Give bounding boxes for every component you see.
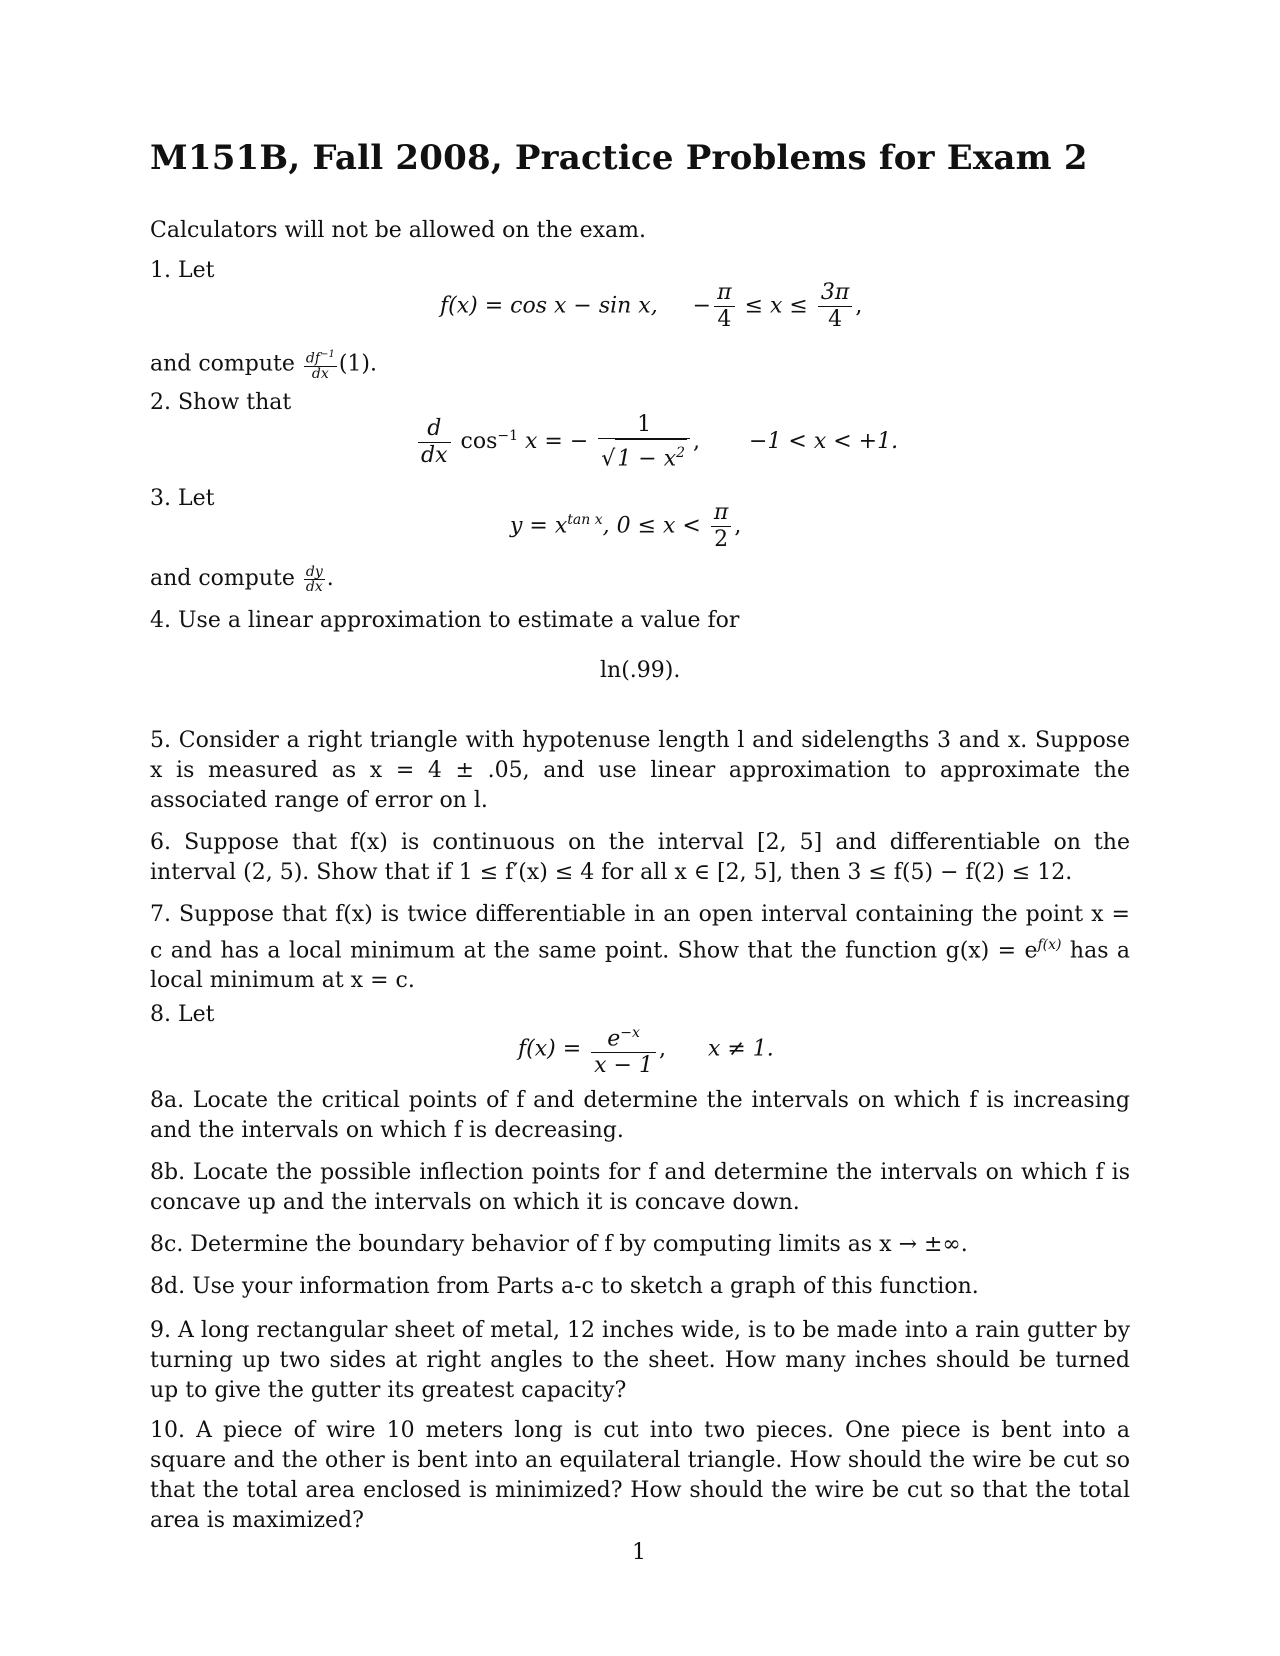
problem-5: 5. Consider a right triangle with hypotenuse length l and sidelengths 3 and x. Suppose x is measured as x = 4 ± .05, and use linear approximation to approximate the associated range of error on l.: [150, 728, 1130, 813]
problem-7: 7. Suppose that f(x) is twice differentiable in an open interval containing the point x = c and has a local minimum at the same point. Show that the function $g(x) = e^{f(x)}$ has a local minimum at x = c.: [150, 902, 1130, 994]
problem-1-compute: and compute $\frac{df^{-1}}{dx}$ (1).: [150, 349, 377, 382]
problem-3-compute: and compute $\frac{dy}{dx}$ .: [150, 563, 334, 595]
problem-3-equation: $y = x^{tan x}$, 0 ≤ x < $\frac{\pi}{2}$ ,: [510, 500, 742, 552]
problem-8-lead: 8. Let: [150, 1002, 215, 1027]
problem-8d: 8d. Use your information from Parts a-c to sketch a graph of this function.: [150, 1274, 979, 1299]
problem-3-lead: 3. Let: [150, 486, 215, 511]
page-number: 1: [632, 1540, 646, 1565]
problem-6: 6. Suppose that f(x) is continuous on the interval [2, 5] and differentiable on the interval (2, 5). Show that if 1 ≤ f′(x) ≤ 4 for all x ∈ [2, 5], then 3 ≤ f(5) − f(2) ≤ 12.: [150, 830, 1130, 885]
problem-4-expression: ln(.99).: [600, 658, 681, 683]
problem-2-equation: $\frac{d}{dx}$ $\cos^{-1} x$ = − $\frac{1}{√1 - x^2}$ , −1 < x < +1.: [415, 412, 898, 472]
problem-8a: 8a. Locate the critical points of f and determine the intervals on which f is increasing and the intervals on which f is decreasing.: [150, 1088, 1130, 1143]
problem-4-lead: 4. Use a linear approximation to estimate a value for: [150, 608, 740, 633]
page-title: M151B, Fall 2008, Practice Problems for Exam 2: [150, 138, 1088, 178]
intro-text: Calculators will not be allowed on the exam.: [150, 218, 646, 243]
problem-2-lead: 2. Show that: [150, 390, 292, 415]
problem-10: 10. A piece of wire 10 meters long is cut into two pieces. One piece is bent into a square and the other is bent into an equilateral triangle. How should the wire be cut so that the total area enclosed is minimized? How should the wire be cut so that the total area is maximized?: [150, 1418, 1130, 1533]
problem-9: 9. A long rectangular sheet of metal, 12 inches wide, is to be made into a rain gutter by turning up two sides at right angles to the sheet. How many inches should be turned up to give the gutter its greatest capacity?: [150, 1318, 1130, 1403]
problem-8-equation: f(x) = $\frac{e^{-x}}{x - 1}$ , x ≠ 1.: [518, 1020, 774, 1079]
problem-1-equation: f(x) = cos x − sin x, − $\frac{\pi}{4}$ ≤ x ≤ $\frac{3\pi}{4}$ ,: [440, 280, 863, 332]
problem-8b: 8b. Locate the possible inflection points for f and determine the intervals on which f is concave up and the intervals on which it is concave down.: [150, 1160, 1130, 1215]
problem-8c: 8c. Determine the boundary behavior of f by computing limits as x → ±∞.: [150, 1232, 968, 1257]
problem-1-lead: 1. Let: [150, 258, 215, 283]
